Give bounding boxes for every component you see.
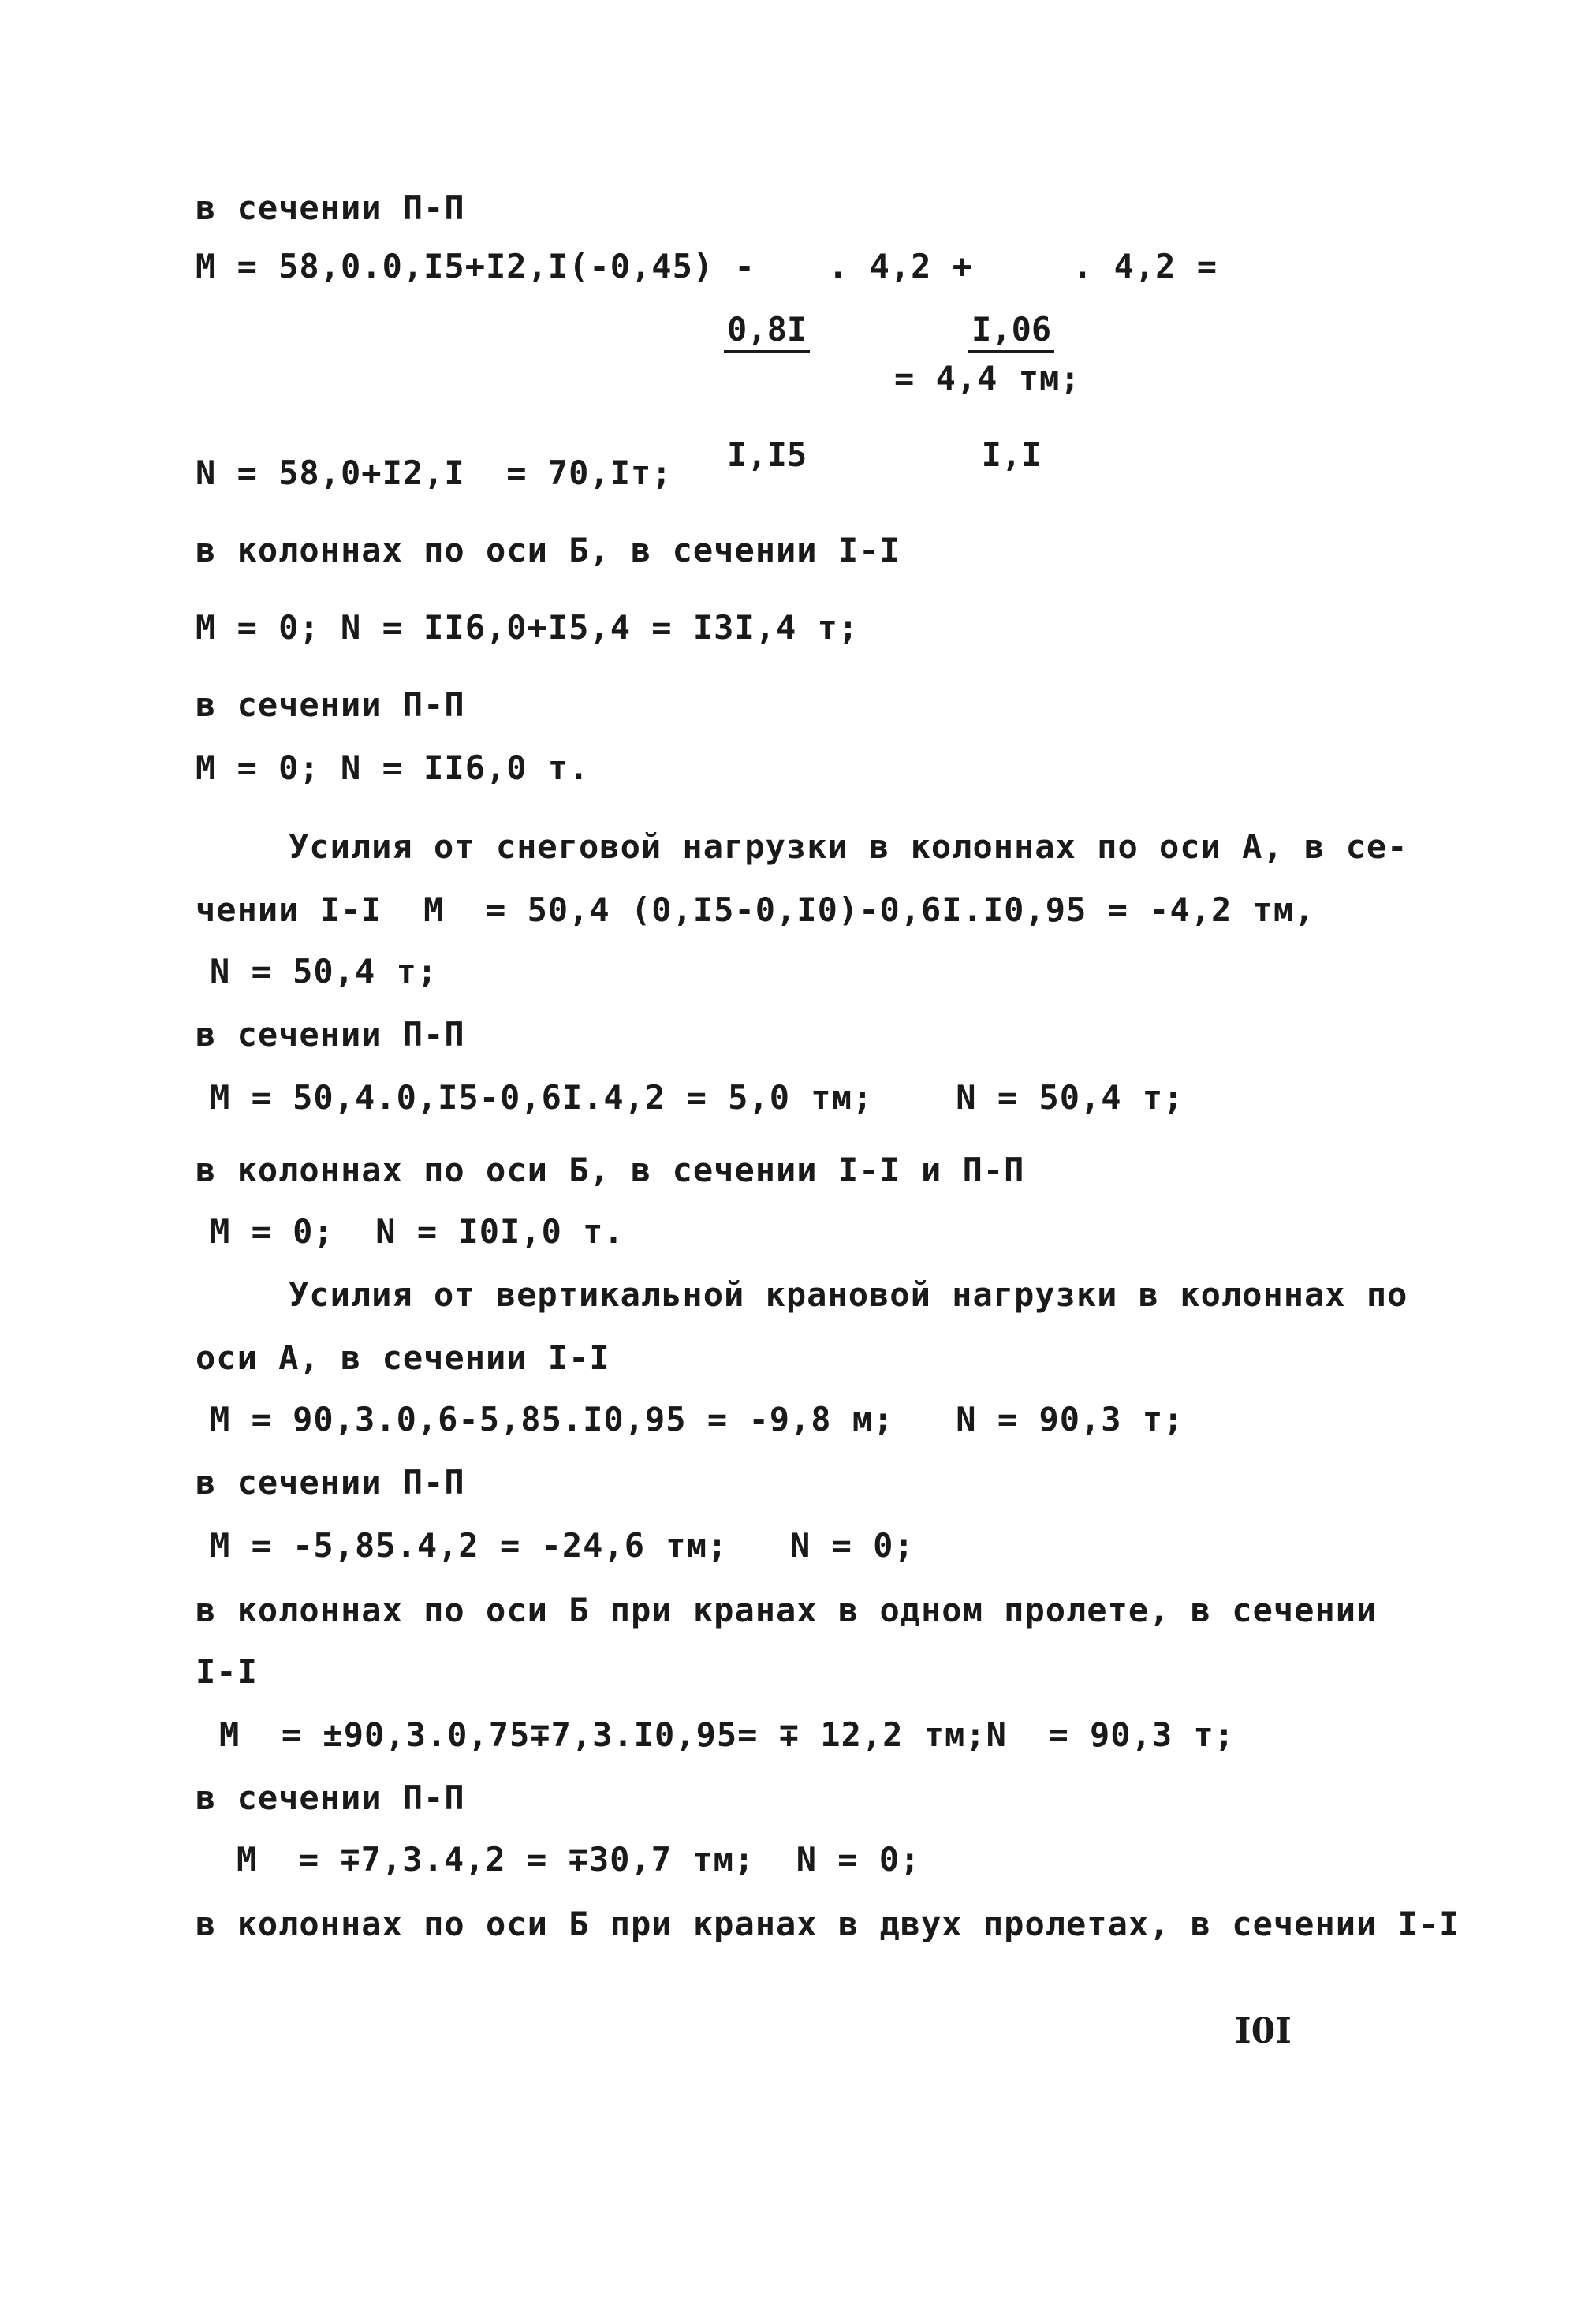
text-line: в сечении П-П [196,1778,465,1817]
formula-line: M = 90,3.0,6-5,85.I0,95 = -9,8 м; N = 90,3 т; [210,1400,1184,1439]
fraction-numerator: I,06 [968,309,1054,353]
paragraph-line: оси А, в сечении I-I [196,1338,610,1377]
formula-line: M = 50,4.0,I5-0,6I.4,2 = 5,0 тм; N = 50,4 т; [210,1078,1184,1117]
formula-line: . 4,2 = [1072,247,1218,285]
paragraph-line: Усилия от вертикальной крановой нагрузки в колоннах по [289,1275,1408,1314]
text-line: в колоннах по оси Б, в сечении I-I [196,531,901,569]
formula-line: N = 58,0+I2,I = 70,Iт; [196,453,673,492]
formula-line: M = ∓7,3.4,2 = ∓30,7 тм; N = 0; [237,1840,921,1879]
fraction-denominator: I,I [981,435,1042,474]
formula-line: M = -5,85.4,2 = -24,6 тм; N = 0; [210,1526,915,1565]
paragraph-line: чении I-I M = 50,4 (0,I5-0,I0)-0,6I.I0,95 = -4,2 тм, [196,890,1315,929]
formula-line: N = 50,4 т; [210,952,438,991]
text-line: в сечении П-П [196,188,465,227]
paragraph-line: Усилия от снеговой нагрузки в колоннах по оси А, в се- [289,827,1408,866]
formula-line: М = 58,0.0,I5+I2,I(-0,45) - [196,247,755,285]
text-line: в сечении П-П [196,1015,465,1054]
formula-line: . 4,2 + [828,247,974,285]
text-line: в сечении П-П [196,1463,465,1502]
fraction-numerator: 0,8I [724,309,810,353]
page-number: I0I [1235,2011,1292,2051]
formula-line: M = 0; N = II6,0+I5,4 = I3I,4 т; [196,608,860,647]
text-line: I-I [196,1652,258,1691]
paragraph-line: в колоннах по оси Б при кранах в двух пролетах, в сечении I-I [196,1905,1460,1943]
formula-line: M = 0; N = I0I,0 т. [210,1212,625,1251]
fraction-denominator: I,I5 [727,435,807,474]
formula-line: M = ±90,3.0,75∓7,3.I0,95= ∓ 12,2 тм;N = 90,3 т; [219,1715,1236,1754]
formula-result: = 4,4 тм; [894,359,1081,397]
formula-line: M = 0; N = II6,0 т. [196,748,590,787]
text-line: в сечении П-П [196,685,465,724]
paragraph-line: в колоннах по оси Б при кранах в одном пролете, в сечении [196,1591,1378,1629]
text-line: в колоннах по оси Б, в сечении I-I и П-П [196,1151,1025,1189]
fraction [724,227,810,558]
